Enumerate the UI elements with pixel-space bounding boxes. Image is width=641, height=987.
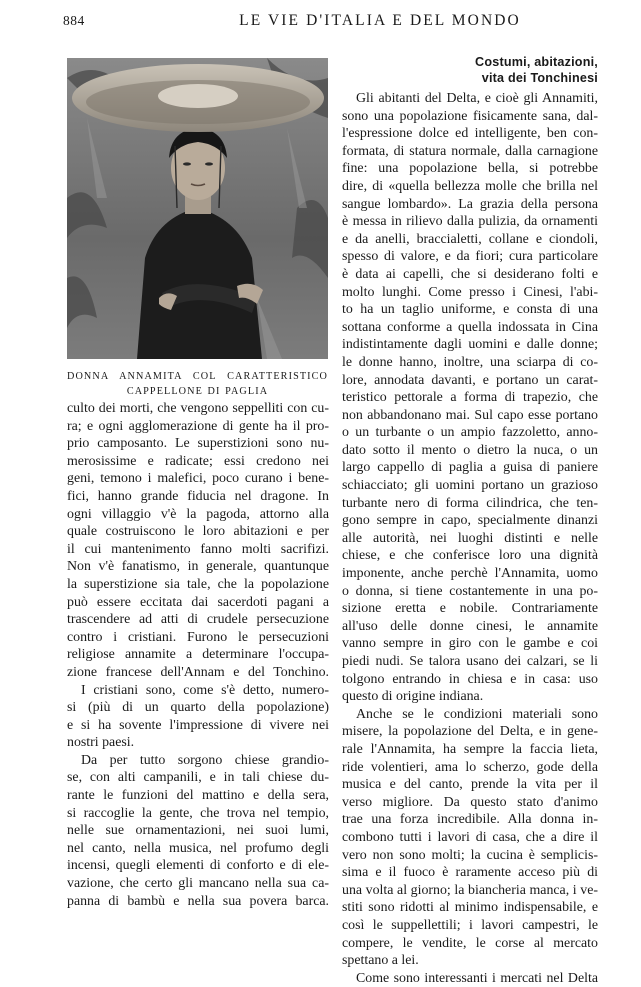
section-heading <box>475 55 598 86</box>
text-line: I cristiani sono, come s'è detto, numero- <box>81 682 329 698</box>
text-line: sottana conforme a quella indossata in Cina <box>342 319 598 335</box>
text-line: religiose annamite a determinare l'occupa- <box>67 647 329 663</box>
text-line: spettano a lei. <box>342 953 419 969</box>
text-line: panna di bambù e nella sua povera barca. <box>67 893 329 909</box>
text-line: fici, hanno grande fiducia nel dragone. In <box>67 488 329 504</box>
text-line: largo cappello di paglia a guisa di paniere <box>342 460 598 476</box>
text-line: Da per tutto sorgono chiese grandio- <box>81 752 329 768</box>
text-line: Anche se le condizioni materiali sono <box>356 706 598 722</box>
text-line: le donne hanno, inoltre, una sciarpa di co- <box>342 354 598 370</box>
text-line: prio camposanto. Le superstizioni sono nu- <box>67 436 329 452</box>
text-line: lore, annodata davanti, e portano un carat- <box>342 372 598 388</box>
text-line: piedi nudi. Se talora usano dei calzari, se li <box>342 654 598 669</box>
text-line: combono tutti i lavori di casa, che a dire il <box>342 829 598 845</box>
text-line: contro i cristiani. Furono le persecuzioni <box>67 629 329 645</box>
text-line: nelle sue ornamentazioni, nei suoi lumi, <box>67 823 329 839</box>
text-line: culto dei morti, che vengono seppelliti con cu- <box>67 401 329 416</box>
text-line: o un turbante o un ampio fazzoletto, anno- <box>342 425 598 441</box>
text-line: il cui mantenimento fanno molti sacrifizi. <box>67 541 329 557</box>
text-line: vero non sono molti; la cucina è semplicis- <box>342 847 598 863</box>
text-line: e da anelli, braccialetti, collane e ciondoli, <box>342 231 598 247</box>
left-text-column <box>67 400 329 910</box>
text-line: è data ai capelli, che si desiderano folti e <box>342 266 598 282</box>
text-line: una volta al giorno; la biancheria manca, i ve- <box>342 882 598 898</box>
text-line: sono una popolazione fisicamente sana, dal- <box>342 108 598 124</box>
text-line: Non v'è fanatismo, in generale, quantunque <box>67 559 329 575</box>
text-line: dato sotto il mento o dietro la nuca, o un <box>342 442 598 458</box>
text-line: schiacciato; gli uomini portano un grazioso <box>342 478 598 494</box>
text-line: trae una forza incredibile. Alla donna in- <box>342 812 598 828</box>
text-line: teristico pettorale a forma di trapezio, che <box>342 390 598 406</box>
text-line: formata, di statura normale, dalla carnagione <box>342 143 598 159</box>
text-line: ride volentieri, ama lo scherzo, gode della <box>342 759 598 775</box>
text-line: imponente, anche perchè l'Annamita, uomo <box>342 566 598 582</box>
text-line: l'espressione dolce ed intelligente, ben con- <box>342 126 598 142</box>
text-line: geni, temono i malefici, poco curano i bene- <box>67 471 329 487</box>
text-line: si (più di un quarto della popolazione) <box>67 700 329 716</box>
text-line: alle autorità, nei luoghi distinti e nelle <box>342 530 598 546</box>
text-line: stiti sono ridotti al minimo indispensabile, e <box>342 900 598 916</box>
figure-caption <box>67 369 328 399</box>
section-heading-line-1: Costumi, abitazioni, <box>475 55 598 69</box>
text-line: dire, di «quella bellezza molle che brilla nel <box>342 178 598 194</box>
running-title: LE VIE D'ITALIA E DEL MONDO <box>239 12 521 29</box>
text-line: rale l'Annamita, ha sempre la faccia lieta, <box>342 741 598 757</box>
text-line: all'uso delle donne cinesi, le annamite <box>342 618 598 634</box>
text-line: rante le funzioni del mattino e della sera, <box>67 788 329 804</box>
text-line: misere, la popolazione del Delta, e in gene- <box>342 724 598 740</box>
text-line: compere, le vendite, le corse al mercato <box>342 935 598 951</box>
text-line: vazione, che certo gli mancano nella sua ca- <box>67 876 329 892</box>
text-line: merosissime e radicate; essi credono nei <box>67 453 329 469</box>
text-line: o donna, si tiene costantemente in una po- <box>342 583 598 599</box>
text-line: così le suppellettili; i lavori campestri, le <box>342 917 598 933</box>
text-line: trascendere ad atti di crudele persecuzione <box>67 612 329 628</box>
text-line: è messa in rilievo dalla pulizia, da ornamenti <box>342 214 598 230</box>
text-line: gono sempre in capo, specialmente dinanzi <box>342 513 598 529</box>
text-line: nostri paesi. <box>67 735 135 751</box>
text-line: verso migliore. Da questo stato d'animo <box>342 794 598 810</box>
photograph <box>67 58 328 359</box>
text-line: indistintamente dagli uomini e dalle donne; <box>342 337 598 353</box>
text-line: sangue lombardo». La grazia della persona <box>342 196 598 212</box>
text-line: incensi, quegli elementi di conforto e di ele- <box>67 858 329 874</box>
text-line: se, con alti campanili, e in tali chiese du- <box>67 770 329 786</box>
text-line: chiese, e che conferisce loro una dignità <box>342 548 598 564</box>
text-line: Gli abitanti del Delta, e cioè gli Annamiti, <box>356 91 598 106</box>
text-line: spesso di valore, e da fiori; cura particolare <box>342 249 598 265</box>
text-line: molto lunghi. Come presso i Cinesi, l'abi- <box>342 284 598 300</box>
text-line: sizione eretta e nobile. Contrariamente <box>342 601 598 617</box>
text-line: la superstizione sia tale, che la popolazione <box>67 576 329 592</box>
page-number: 884 <box>63 13 85 28</box>
text-line: sima e il fuoco è raramente acceso più di <box>342 865 598 881</box>
text-line: e si ha sovente l'impressione di vivere nei <box>67 717 329 733</box>
text-line: tolgono entrando in chiesa e in casa: uso <box>342 671 598 687</box>
caption-line-2: CAPPELLONE DI PAGLIA <box>126 386 269 397</box>
text-line: può essere eccitata dai sacerdoti pagani a <box>67 594 329 610</box>
text-line: fine: una popolazione bella, si potrebbe <box>342 161 598 177</box>
text-line: musica e del canto, prende la vita per il <box>342 777 598 793</box>
text-line: si raccoglie la gente, che trova nel tempio, <box>67 805 329 821</box>
text-line: ogni villaggio v'è la pagoda, attorno alla <box>67 506 329 522</box>
text-line: questo di origine indiana. <box>342 689 484 705</box>
text-line: zione francese dell'Annam e del Tonchino. <box>67 664 329 680</box>
text-line: non abbandonano mai. Sul capo esse portano <box>342 407 598 423</box>
section-heading-line-2: vita dei Tonchinesi <box>481 70 598 85</box>
text-line: to ha un taglio uniforme, e consta di una <box>342 302 598 318</box>
text-line: ra; e ogni agglomerazione di gente ha il pro- <box>67 418 329 434</box>
text-line: Come sono interessanti i mercati nel Delta <box>356 970 598 986</box>
photo-woman-with-straw-hat <box>67 58 328 359</box>
right-text-column <box>342 90 598 987</box>
text-line: vanno sempre in giro con le gambe e coi <box>342 636 598 652</box>
text-line: turbante nero di forma cilindrica, che ten- <box>342 495 598 511</box>
text-line: quale costruiscono le loro abitazioni e per <box>67 524 329 540</box>
caption-line-1: DONNA ANNAMITA COL CARATTERISTICO <box>67 371 328 382</box>
text-line: nel canto, nella musica, nel profumo degli <box>67 840 329 856</box>
